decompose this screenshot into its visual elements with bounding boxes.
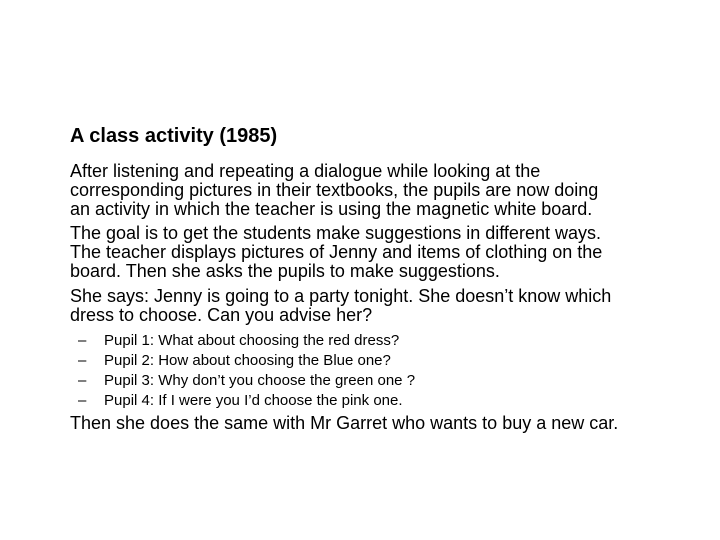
bullet-dash: –	[78, 352, 87, 369]
paragraph-prompt: She says: Jenny is going to a party tonight. She doesn’t know which dress to choose. Can you advise her?	[70, 286, 612, 325]
bullet-dash: –	[78, 332, 87, 349]
suggestion-text: Pupil 1: What about choosing the red dress?	[104, 332, 400, 349]
paragraph-context: After listening and repeating a dialogue while looking at the corresponding pictures in their textbooks, the pupils are now doing an activity in which the teacher is using the magnetic white board.	[70, 161, 599, 219]
suggestion-text: Pupil 4: If I were you I’d choose the pink one.	[104, 392, 403, 409]
list-item	[78, 391, 415, 411]
bullet-dash: –	[78, 392, 87, 409]
bullet-dash: –	[78, 372, 87, 389]
paragraph-goal: The goal is to get the students make suggestions in different ways. The teacher displays pictures of Jenny and items of clothing on the board. Then she asks the pupils to make suggestions.	[70, 223, 603, 281]
suggestion-text: Pupil 3: Why don’t you choose the green one ?	[104, 372, 416, 389]
suggestion-list	[78, 331, 415, 411]
list-item	[78, 331, 415, 351]
slide-title: A class activity (1985)	[70, 125, 278, 147]
list-item	[78, 351, 415, 371]
suggestion-text: Pupil 2: How about choosing the Blue one?	[104, 352, 391, 369]
list-item	[78, 371, 415, 391]
closing-sentence: Then she does the same with Mr Garret who wants to buy a new car.	[70, 413, 619, 433]
